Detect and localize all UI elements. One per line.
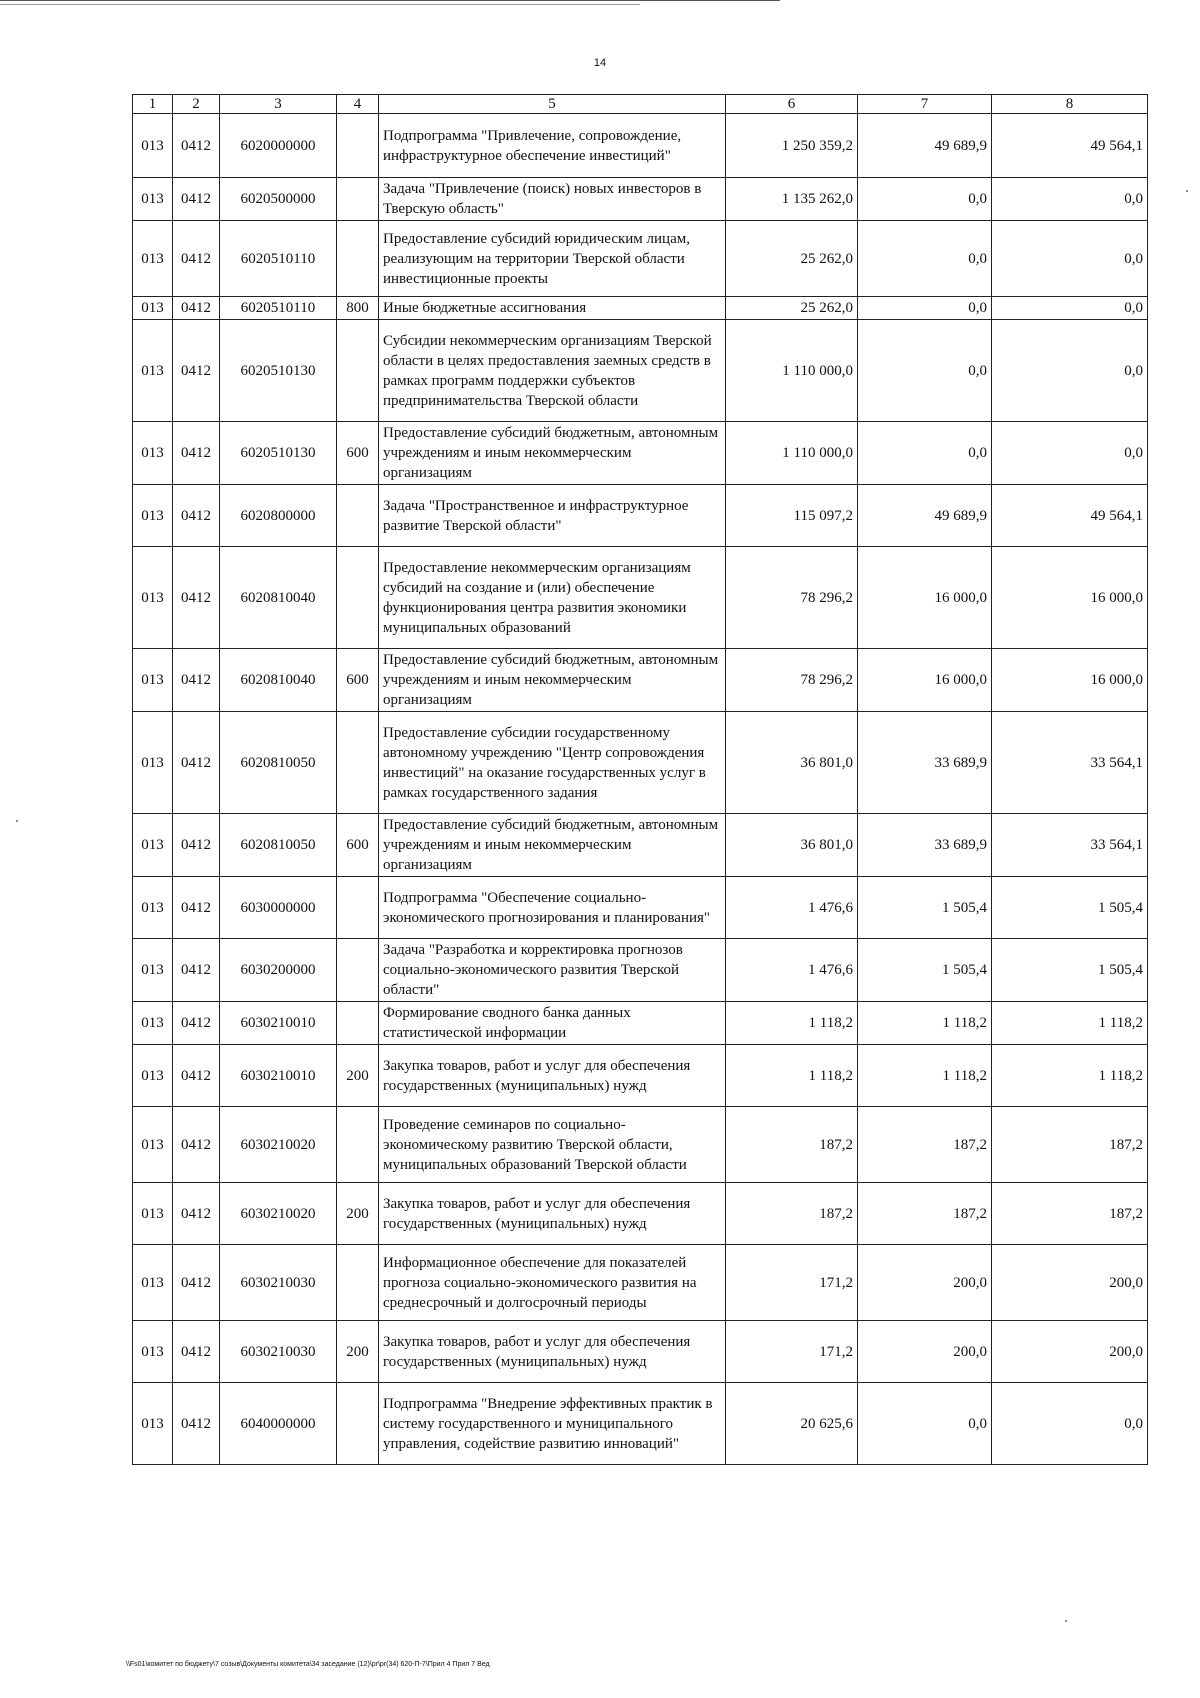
cell-amount-year2: 1 505,4: [858, 877, 992, 939]
cell-amount-year2: 187,2: [858, 1107, 992, 1183]
cell-section-code: 0412: [173, 178, 220, 221]
cell-target-article: 6020510130: [220, 320, 337, 422]
cell-amount-year1: 1 476,6: [726, 877, 858, 939]
column-header: 6: [726, 95, 858, 114]
file-path-footer: \\Fs01\комитет по бюджету\7 созыв\Документы комитета\34 заседание (12)\pr\pr(34) 620-П-7\Прил 4 Прил 7 Вед: [126, 1661, 490, 1668]
cell-amount-year1: 171,2: [726, 1321, 858, 1383]
table-row: [133, 485, 1148, 547]
cell-description: Предоставление субсидий бюджетным, автономным учреждениям и иным некоммерческим организациям: [379, 814, 726, 877]
cell-amount-year3: 49 564,1: [992, 114, 1148, 178]
cell-section-code: 0412: [173, 1107, 220, 1183]
cell-amount-year3: 0,0: [992, 422, 1148, 485]
scan-speck: [1065, 1620, 1067, 1622]
cell-expense-type: [337, 939, 379, 1002]
cell-admin-code: 013: [133, 114, 173, 178]
table-row: [133, 1107, 1148, 1183]
cell-amount-year1: 1 135 262,0: [726, 178, 858, 221]
cell-section-code: 0412: [173, 422, 220, 485]
cell-description: Подпрограмма "Внедрение эффективных практик в систему государственного и муниципального управления, содействие развитию инноваций": [379, 1383, 726, 1465]
table-row: [133, 939, 1148, 1002]
cell-target-article: 6030210010: [220, 1045, 337, 1107]
cell-amount-year2: 16 000,0: [858, 649, 992, 712]
cell-amount-year1: 36 801,0: [726, 814, 858, 877]
cell-expense-type: [337, 1107, 379, 1183]
cell-description: Предоставление субсидий бюджетным, автономным учреждениям и иным некоммерческим организациям: [379, 422, 726, 485]
cell-amount-year1: 187,2: [726, 1183, 858, 1245]
cell-section-code: 0412: [173, 297, 220, 320]
cell-target-article: 6020800000: [220, 485, 337, 547]
cell-amount-year2: 1 118,2: [858, 1002, 992, 1045]
cell-amount-year3: 0,0: [992, 320, 1148, 422]
cell-amount-year3: 200,0: [992, 1245, 1148, 1321]
cell-admin-code: 013: [133, 320, 173, 422]
cell-admin-code: 013: [133, 485, 173, 547]
column-header: 5: [379, 95, 726, 114]
table-row: [133, 1245, 1148, 1321]
cell-expense-type: 200: [337, 1321, 379, 1383]
cell-description: Закупка товаров, работ и услуг для обеспечения государственных (муниципальных) нужд: [379, 1321, 726, 1383]
cell-admin-code: 013: [133, 1383, 173, 1465]
column-header: 7: [858, 95, 992, 114]
cell-amount-year1: 187,2: [726, 1107, 858, 1183]
cell-admin-code: 013: [133, 547, 173, 649]
cell-section-code: 0412: [173, 1002, 220, 1045]
cell-section-code: 0412: [173, 1045, 220, 1107]
cell-description: Подпрограмма "Привлечение, сопровождение, инфраструктурное обеспечение инвестиций": [379, 114, 726, 178]
cell-description: Задача "Привлечение (поиск) новых инвесторов в Тверскую область": [379, 178, 726, 221]
cell-expense-type: 600: [337, 814, 379, 877]
cell-description: Информационное обеспечение для показателей прогноза социально-экономического развития на среднесрочный и долгосрочный периоды: [379, 1245, 726, 1321]
cell-target-article: 6020810050: [220, 814, 337, 877]
table-row: [133, 297, 1148, 320]
cell-section-code: 0412: [173, 1383, 220, 1465]
table-row: [133, 178, 1148, 221]
cell-description: Закупка товаров, работ и услуг для обеспечения государственных (муниципальных) нужд: [379, 1183, 726, 1245]
cell-amount-year2: 0,0: [858, 422, 992, 485]
cell-admin-code: 013: [133, 1321, 173, 1383]
table-row: [133, 1183, 1148, 1245]
cell-amount-year2: 200,0: [858, 1245, 992, 1321]
cell-amount-year3: 187,2: [992, 1107, 1148, 1183]
table-row: [133, 814, 1148, 877]
cell-target-article: 6020510110: [220, 221, 337, 297]
cell-target-article: 6030200000: [220, 939, 337, 1002]
cell-description: Предоставление субсидий юридическим лицам, реализующим на территории Тверской области инвестиционные проекты: [379, 221, 726, 297]
cell-expense-type: 600: [337, 649, 379, 712]
cell-amount-year2: 33 689,9: [858, 712, 992, 814]
cell-target-article: 6020810040: [220, 547, 337, 649]
cell-amount-year2: 49 689,9: [858, 485, 992, 547]
cell-section-code: 0412: [173, 1183, 220, 1245]
cell-target-article: 6020000000: [220, 114, 337, 178]
cell-target-article: 6020810040: [220, 649, 337, 712]
cell-section-code: 0412: [173, 1245, 220, 1321]
cell-amount-year1: 1 250 359,2: [726, 114, 858, 178]
cell-admin-code: 013: [133, 422, 173, 485]
cell-amount-year2: 0,0: [858, 221, 992, 297]
cell-amount-year1: 20 625,6: [726, 1383, 858, 1465]
cell-description: Задача "Разработка и корректировка прогнозов социально-экономического развития Тверской области": [379, 939, 726, 1002]
cell-amount-year2: 187,2: [858, 1183, 992, 1245]
budget-table: [132, 94, 1148, 1465]
cell-target-article: 6020510130: [220, 422, 337, 485]
cell-amount-year3: 16 000,0: [992, 649, 1148, 712]
cell-expense-type: 200: [337, 1045, 379, 1107]
table-row: [133, 547, 1148, 649]
cell-target-article: 6030210010: [220, 1002, 337, 1045]
cell-amount-year1: 171,2: [726, 1245, 858, 1321]
cell-section-code: 0412: [173, 485, 220, 547]
cell-amount-year1: 78 296,2: [726, 649, 858, 712]
cell-amount-year3: 16 000,0: [992, 547, 1148, 649]
cell-amount-year2: 200,0: [858, 1321, 992, 1383]
scan-speck: [16, 820, 18, 822]
cell-amount-year3: 200,0: [992, 1321, 1148, 1383]
cell-amount-year1: 25 262,0: [726, 297, 858, 320]
cell-description: Проведение семинаров по социально-экономическому развитию Тверской области, муниципальных образований Тверской области: [379, 1107, 726, 1183]
table-header-row: [133, 95, 1148, 114]
cell-description: Предоставление субсидий бюджетным, автономным учреждениям и иным некоммерческим организациям: [379, 649, 726, 712]
cell-expense-type: [337, 114, 379, 178]
cell-target-article: 6020500000: [220, 178, 337, 221]
cell-target-article: 6030210020: [220, 1107, 337, 1183]
cell-admin-code: 013: [133, 814, 173, 877]
cell-target-article: 6040000000: [220, 1383, 337, 1465]
table-row: [133, 712, 1148, 814]
cell-amount-year3: 0,0: [992, 221, 1148, 297]
cell-amount-year2: 16 000,0: [858, 547, 992, 649]
table-row: [133, 114, 1148, 178]
cell-description: Подпрограмма "Обеспечение социально-экономического прогнозирования и планирования": [379, 877, 726, 939]
cell-admin-code: 013: [133, 1045, 173, 1107]
cell-section-code: 0412: [173, 320, 220, 422]
cell-expense-type: [337, 320, 379, 422]
cell-description: Формирование сводного банка данных статистической информации: [379, 1002, 726, 1045]
cell-amount-year3: 33 564,1: [992, 814, 1148, 877]
cell-amount-year3: 187,2: [992, 1183, 1148, 1245]
table-body: [133, 114, 1148, 1465]
cell-amount-year2: 0,0: [858, 1383, 992, 1465]
cell-amount-year1: 1 118,2: [726, 1002, 858, 1045]
cell-section-code: 0412: [173, 712, 220, 814]
cell-expense-type: [337, 877, 379, 939]
cell-amount-year1: 36 801,0: [726, 712, 858, 814]
cell-description: Предоставление субсидии государственному автономному учреждению "Центр сопровождения инвестиций" на оказание государственных услуг в рамках государственного задания: [379, 712, 726, 814]
cell-amount-year1: 1 110 000,0: [726, 320, 858, 422]
cell-amount-year3: 49 564,1: [992, 485, 1148, 547]
cell-amount-year1: 1 118,2: [726, 1045, 858, 1107]
cell-description: Предоставление некоммерческим организациям субсидий на создание и (или) обеспечение функционирования центра развития экономики муниципальных образований: [379, 547, 726, 649]
cell-amount-year1: 1 110 000,0: [726, 422, 858, 485]
column-header: 1: [133, 95, 173, 114]
cell-expense-type: [337, 485, 379, 547]
cell-amount-year1: 78 296,2: [726, 547, 858, 649]
cell-amount-year3: 1 118,2: [992, 1045, 1148, 1107]
cell-target-article: 6030000000: [220, 877, 337, 939]
cell-target-article: 6020510110: [220, 297, 337, 320]
table-row: [133, 221, 1148, 297]
cell-section-code: 0412: [173, 114, 220, 178]
cell-amount-year1: 115 097,2: [726, 485, 858, 547]
cell-expense-type: 800: [337, 297, 379, 320]
cell-expense-type: [337, 178, 379, 221]
column-header: 2: [173, 95, 220, 114]
cell-admin-code: 013: [133, 877, 173, 939]
cell-expense-type: 600: [337, 422, 379, 485]
cell-section-code: 0412: [173, 1321, 220, 1383]
cell-amount-year3: 33 564,1: [992, 712, 1148, 814]
scan-edge-line-faint: [0, 4, 640, 5]
cell-description: Иные бюджетные ассигнования: [379, 297, 726, 320]
table-row: [133, 320, 1148, 422]
cell-amount-year2: 0,0: [858, 297, 992, 320]
cell-expense-type: [337, 1002, 379, 1045]
scan-speck: [1186, 190, 1188, 192]
cell-admin-code: 013: [133, 712, 173, 814]
cell-target-article: 6020810050: [220, 712, 337, 814]
cell-amount-year2: 0,0: [858, 320, 992, 422]
cell-admin-code: 013: [133, 939, 173, 1002]
cell-amount-year3: 0,0: [992, 297, 1148, 320]
column-header: 8: [992, 95, 1148, 114]
cell-description: Задача "Пространственное и инфраструктурное развитие Тверской области": [379, 485, 726, 547]
cell-amount-year2: 0,0: [858, 178, 992, 221]
cell-amount-year2: 33 689,9: [858, 814, 992, 877]
cell-expense-type: 200: [337, 1183, 379, 1245]
column-header: 3: [220, 95, 337, 114]
table-row: [133, 1045, 1148, 1107]
scan-edge-line: [0, 0, 780, 1]
cell-admin-code: 013: [133, 1183, 173, 1245]
cell-admin-code: 013: [133, 1245, 173, 1321]
table-row: [133, 649, 1148, 712]
cell-admin-code: 013: [133, 1002, 173, 1045]
table-row: [133, 877, 1148, 939]
cell-admin-code: 013: [133, 297, 173, 320]
cell-target-article: 6030210020: [220, 1183, 337, 1245]
table-row: [133, 1383, 1148, 1465]
cell-target-article: 6030210030: [220, 1321, 337, 1383]
table-row: [133, 1002, 1148, 1045]
cell-amount-year1: 1 476,6: [726, 939, 858, 1002]
cell-target-article: 6030210030: [220, 1245, 337, 1321]
cell-amount-year3: 1 505,4: [992, 939, 1148, 1002]
table-row: [133, 422, 1148, 485]
cell-section-code: 0412: [173, 221, 220, 297]
table-row: [133, 1321, 1148, 1383]
column-header: 4: [337, 95, 379, 114]
cell-expense-type: [337, 712, 379, 814]
cell-amount-year3: 1 118,2: [992, 1002, 1148, 1045]
cell-admin-code: 013: [133, 221, 173, 297]
cell-amount-year2: 49 689,9: [858, 114, 992, 178]
cell-admin-code: 013: [133, 178, 173, 221]
cell-amount-year2: 1 118,2: [858, 1045, 992, 1107]
cell-section-code: 0412: [173, 939, 220, 1002]
cell-description: Закупка товаров, работ и услуг для обеспечения государственных (муниципальных) нужд: [379, 1045, 726, 1107]
page-number: 14: [593, 57, 607, 69]
cell-amount-year3: 0,0: [992, 178, 1148, 221]
cell-amount-year2: 1 505,4: [858, 939, 992, 1002]
cell-section-code: 0412: [173, 814, 220, 877]
cell-section-code: 0412: [173, 649, 220, 712]
cell-expense-type: [337, 221, 379, 297]
cell-expense-type: [337, 1383, 379, 1465]
cell-expense-type: [337, 547, 379, 649]
cell-amount-year3: 1 505,4: [992, 877, 1148, 939]
cell-expense-type: [337, 1245, 379, 1321]
cell-amount-year3: 0,0: [992, 1383, 1148, 1465]
cell-section-code: 0412: [173, 877, 220, 939]
cell-section-code: 0412: [173, 547, 220, 649]
cell-admin-code: 013: [133, 1107, 173, 1183]
cell-admin-code: 013: [133, 649, 173, 712]
cell-description: Субсидии некоммерческим организациям Тверской области в целях предоставления заемных средств в рамках программ поддержки субъектов предпринимательства Тверской области: [379, 320, 726, 422]
cell-amount-year1: 25 262,0: [726, 221, 858, 297]
